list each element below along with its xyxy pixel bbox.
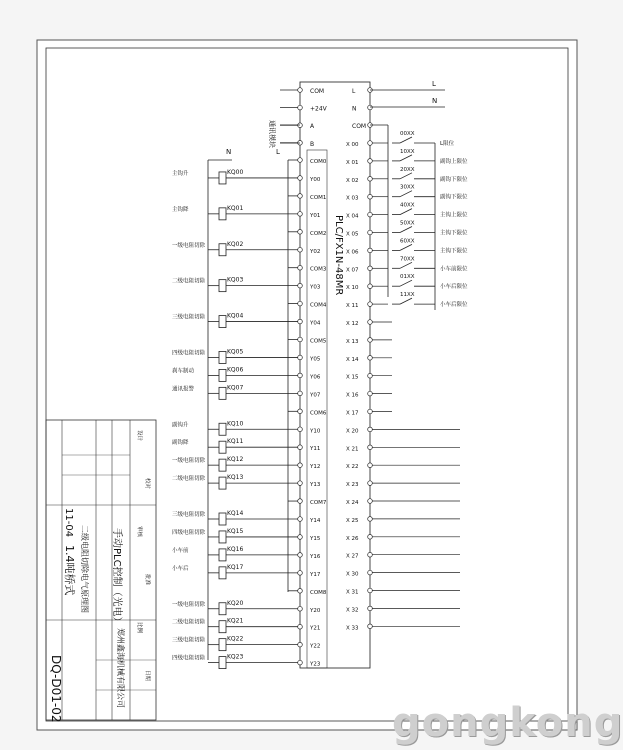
plc-output-label: Y07	[310, 392, 321, 399]
plc-input-label: X 31	[346, 589, 359, 596]
plc-output-label: COM1	[310, 194, 327, 201]
plc-output-label: Y12	[310, 464, 321, 471]
relay-coil	[219, 531, 226, 543]
plc-output-label: Y10	[310, 428, 321, 435]
terminal	[298, 337, 303, 342]
plc-input-label: X 27	[346, 553, 359, 560]
plc-output-label: Y13	[310, 482, 321, 489]
terminal	[298, 212, 303, 217]
terminal	[298, 373, 303, 378]
relay-coil	[219, 369, 226, 381]
relay-function-label: 通讯报警	[172, 386, 195, 393]
terminal	[368, 284, 373, 289]
plc-output-label: Y22	[310, 643, 321, 650]
plc-output-label: Y11	[310, 446, 321, 453]
terminal	[368, 302, 373, 307]
relay-function-label: 主钩升	[172, 170, 189, 177]
terminal	[298, 517, 303, 522]
relay-function-label: 一级电阻切除	[172, 242, 206, 249]
plc-model-label: PLC/FX1N-48MR	[333, 215, 344, 296]
relay-code: KQ05	[227, 348, 244, 356]
relay-function-label: 四级电阻切除	[172, 350, 206, 357]
terminal	[298, 535, 303, 540]
relay-function-label: 一级电阻切除	[172, 601, 206, 608]
terminal	[298, 194, 303, 199]
title-block-row-label: 批准	[144, 574, 150, 586]
plc-input-label: X 33	[346, 625, 359, 632]
plc-output-label: COM6	[310, 410, 327, 417]
limit-switch-label: 主钩下限位	[440, 248, 468, 255]
relay-code: KQ12	[227, 456, 244, 464]
terminal	[368, 177, 373, 182]
terminal	[368, 588, 373, 593]
relay-function-label: 刹车制动	[172, 368, 195, 375]
relay-coil	[219, 567, 226, 579]
plc-pin-label: +24V	[310, 105, 327, 113]
terminal	[368, 409, 373, 414]
limit-switch-label: L限位	[440, 141, 455, 147]
relay-function-label: 一级电阻切除	[172, 458, 206, 465]
plc-output-label: Y17	[310, 571, 321, 578]
plc-input-label: X 23	[346, 482, 359, 489]
terminal	[298, 283, 303, 288]
plc-output-label: Y00	[310, 176, 321, 183]
plc-output-label: Y16	[310, 553, 321, 560]
plc-title: 手动PLC控制（光电）	[111, 528, 122, 627]
terminal	[368, 552, 373, 557]
relay-coil	[219, 387, 226, 399]
plc-input-label: X 07	[346, 267, 359, 274]
switch-code: 50XX	[400, 220, 415, 227]
plc-output-label: Y15	[310, 535, 321, 542]
relay-function-label: 小车前	[172, 547, 189, 554]
relay-function-label: 三级电阻切除	[172, 637, 206, 644]
plc-input-label: X 17	[346, 410, 359, 417]
relay-coil	[219, 423, 226, 435]
plc-output-label: Y03	[310, 284, 321, 291]
relay-function-label: 四级电阻切除	[172, 529, 206, 536]
plc-output-label: COM3	[310, 266, 327, 273]
plc-input-label: X 01	[346, 159, 359, 166]
terminal	[298, 409, 303, 414]
plc-pin-label: B	[310, 140, 315, 148]
relay-coil	[219, 280, 226, 292]
relay-code: KQ04	[227, 312, 244, 320]
terminal	[368, 141, 373, 146]
terminal	[298, 427, 303, 432]
limit-switch-label: 小车后限位	[440, 302, 468, 309]
terminal	[298, 445, 303, 450]
relay-code: KQ03	[227, 276, 244, 284]
terminal	[368, 159, 373, 164]
plc-output-label: COM0	[310, 159, 327, 165]
limit-switch-label: 主钩下限位	[440, 230, 468, 237]
terminal	[368, 212, 373, 217]
plc-input-label: X 14	[346, 356, 359, 363]
bus-l-label: L	[276, 148, 280, 156]
terminal	[368, 535, 373, 540]
terminal	[368, 373, 373, 378]
plc-output-label: COM7	[310, 500, 327, 507]
plc-input-label: X 16	[346, 392, 359, 399]
relay-code: KQ10	[227, 420, 244, 428]
relay-coil	[219, 477, 226, 489]
terminal	[298, 176, 303, 181]
switch-code: 70XX	[400, 256, 415, 263]
relay-coil	[219, 208, 226, 220]
plc-input-label: X 22	[346, 464, 359, 471]
plc-input-label: X 06	[346, 249, 359, 256]
plc-pin-label: A	[310, 123, 315, 131]
terminal	[368, 481, 373, 486]
comm-module-label: 通讯模块	[268, 120, 276, 148]
terminal	[298, 606, 303, 611]
relay-code: KQ17	[227, 563, 244, 571]
relay-coil	[219, 549, 226, 561]
terminal	[298, 105, 303, 110]
terminal	[368, 338, 373, 343]
limit-switch-label: 小车前限位	[440, 266, 468, 273]
terminal	[368, 391, 373, 396]
switch-code: 11XX	[400, 292, 415, 299]
relay-function-label: 副钩升	[172, 422, 189, 429]
relay-code: KQ16	[227, 545, 244, 553]
plc-input-label: X 20	[346, 428, 359, 435]
limit-switch-label: 小车后限位	[440, 284, 468, 291]
company-name: 郑州鑫海机械有限公司	[116, 628, 125, 708]
terminal	[298, 553, 303, 558]
terminal	[298, 158, 303, 163]
plc-input-label: X 25	[346, 517, 359, 524]
relay-code: KQ02	[227, 240, 244, 248]
relay-function-label: 小车后	[172, 565, 189, 572]
plc-output-label: Y02	[310, 248, 321, 255]
terminal	[368, 356, 373, 361]
terminal	[298, 589, 303, 594]
relay-code: KQ20	[227, 599, 244, 607]
plc-input-label: X 11	[346, 303, 359, 310]
power-label-n: N	[432, 97, 438, 105]
plc-input-label: X 15	[346, 374, 359, 381]
plc-input-label: X 03	[346, 195, 359, 202]
title-block-row-label: 日期	[144, 670, 150, 682]
plc-output-label: COM8	[310, 589, 327, 596]
plc-output-label: COM2	[310, 230, 327, 237]
relay-coil	[219, 603, 226, 615]
switch-code: 10XX	[400, 148, 415, 155]
terminal	[368, 445, 373, 450]
plc-input-label: X 24	[346, 500, 359, 506]
title-block-row-label: 审核	[136, 526, 142, 538]
drawing-date: 11-04	[63, 508, 74, 538]
terminal	[368, 624, 373, 629]
title-block-row-label: 校对	[144, 478, 150, 490]
plc-input-label: X 00	[346, 142, 359, 148]
terminal	[298, 463, 303, 468]
terminal	[298, 301, 303, 306]
terminal	[298, 571, 303, 576]
relay-code: KQ06	[227, 366, 244, 374]
relay-code: KQ14	[227, 510, 244, 517]
terminal	[298, 88, 303, 93]
switch-code: 60XX	[400, 238, 415, 245]
drawing-number: DQ-D01-02	[49, 655, 63, 723]
terminal	[298, 319, 303, 324]
terminal	[298, 265, 303, 270]
plc-input-label: X 02	[346, 177, 359, 184]
plc-input-label: X 05	[346, 231, 359, 238]
terminal	[368, 570, 373, 575]
plc-pin-label: L	[352, 88, 356, 95]
terminal	[368, 499, 373, 504]
relay-coil	[219, 316, 226, 328]
terminal	[298, 230, 303, 235]
plc-output-label: Y06	[310, 374, 321, 381]
relay-coil	[219, 621, 226, 633]
relay-code: KQ22	[227, 635, 244, 643]
terminal	[368, 517, 373, 522]
limit-switch-label: 副钩上限位	[440, 158, 468, 165]
terminal	[368, 230, 373, 235]
switch-code: 20XX	[400, 166, 415, 173]
plc-input-label: X 30	[346, 571, 359, 578]
plc-output-label: Y20	[310, 607, 321, 614]
relay-coil	[219, 351, 226, 363]
relay-coil	[219, 459, 226, 471]
switch-code: 40XX	[400, 202, 415, 209]
relay-code: KQ23	[227, 653, 244, 661]
relay-code: KQ13	[227, 474, 244, 482]
terminal	[298, 499, 303, 504]
terminal	[368, 194, 373, 199]
relay-code: KQ00	[227, 168, 244, 176]
plc-input-label: X 13	[346, 338, 359, 345]
plc-input-label: X 21	[346, 446, 359, 453]
relay-function-label: 二级电阻切除	[172, 619, 206, 626]
watermark: gongkong	[392, 700, 623, 746]
relay-coil	[219, 244, 226, 256]
plc-output-label: Y23	[310, 661, 321, 668]
limit-switch-label: 副钩下限位	[440, 194, 468, 201]
relay-code: KQ15	[227, 527, 244, 535]
terminal	[298, 642, 303, 647]
relay-code: KQ07	[227, 384, 244, 392]
plc-output-label: Y05	[310, 356, 321, 363]
relay-function-label: 二级电阻切除	[172, 278, 206, 285]
plc-output-label: Y14	[310, 518, 321, 524]
plc-input-label: X 26	[346, 535, 359, 542]
power-label-l: L	[432, 80, 436, 88]
plc-output-label: Y04	[310, 320, 321, 327]
plc-input-label: X 12	[346, 321, 359, 327]
plc-output-label: COM4	[310, 302, 327, 309]
plc-output-label: Y01	[310, 212, 321, 219]
plc-input-label: X 04	[346, 213, 359, 220]
relay-function-label: 三级电阻切除	[172, 512, 206, 518]
plc-pin-label: COM	[352, 123, 367, 130]
relay-function-label: 二级电阻切除	[172, 476, 206, 483]
plc-input-label: X 10	[346, 285, 359, 292]
title-block-row-label: 设计	[136, 430, 142, 442]
title-block-row-label: 比例	[136, 622, 142, 634]
limit-switch-label: 副钩下限位	[440, 176, 468, 183]
plc-input-label: X 32	[346, 607, 359, 614]
terminal	[368, 320, 373, 325]
project-name: 1.4吨桥式	[63, 545, 76, 596]
switch-code: 00XX	[400, 131, 415, 137]
relay-coil	[219, 639, 226, 651]
relay-code: KQ01	[227, 204, 244, 212]
relay-coil	[219, 172, 226, 184]
plc-pin-label: COM	[310, 88, 325, 95]
switch-code: 01XX	[400, 274, 415, 281]
terminal	[368, 248, 373, 253]
relay-function-label: 三级电阻切除	[172, 314, 206, 321]
relay-coil	[219, 657, 226, 669]
terminal	[298, 660, 303, 665]
bus-n-label: N	[226, 148, 232, 156]
relay-coil	[219, 513, 226, 525]
plc-output-label: COM5	[310, 338, 327, 345]
switch-code: 30XX	[400, 184, 415, 191]
relay-coil	[219, 441, 226, 453]
terminal	[298, 355, 303, 360]
plc-pin-label: N	[352, 105, 357, 113]
terminal	[368, 427, 373, 432]
relay-function-label: 副钩降	[172, 440, 189, 447]
relay-code: KQ11	[227, 438, 244, 446]
terminal	[368, 606, 373, 611]
terminal	[298, 247, 303, 252]
terminal	[368, 105, 373, 110]
terminal	[368, 463, 373, 468]
limit-switch-label: 主钩上限位	[440, 212, 468, 219]
terminal	[298, 481, 303, 486]
plc-output-label: Y21	[310, 625, 321, 632]
relay-code: KQ21	[227, 617, 244, 625]
terminal	[368, 266, 373, 271]
drawing-title: 二级电阻切除电气原理图	[80, 525, 89, 613]
terminal	[298, 624, 303, 629]
relay-function-label: 四级电阻切除	[172, 655, 206, 662]
relay-function-label: 主钩降	[172, 206, 189, 213]
terminal	[298, 391, 303, 396]
